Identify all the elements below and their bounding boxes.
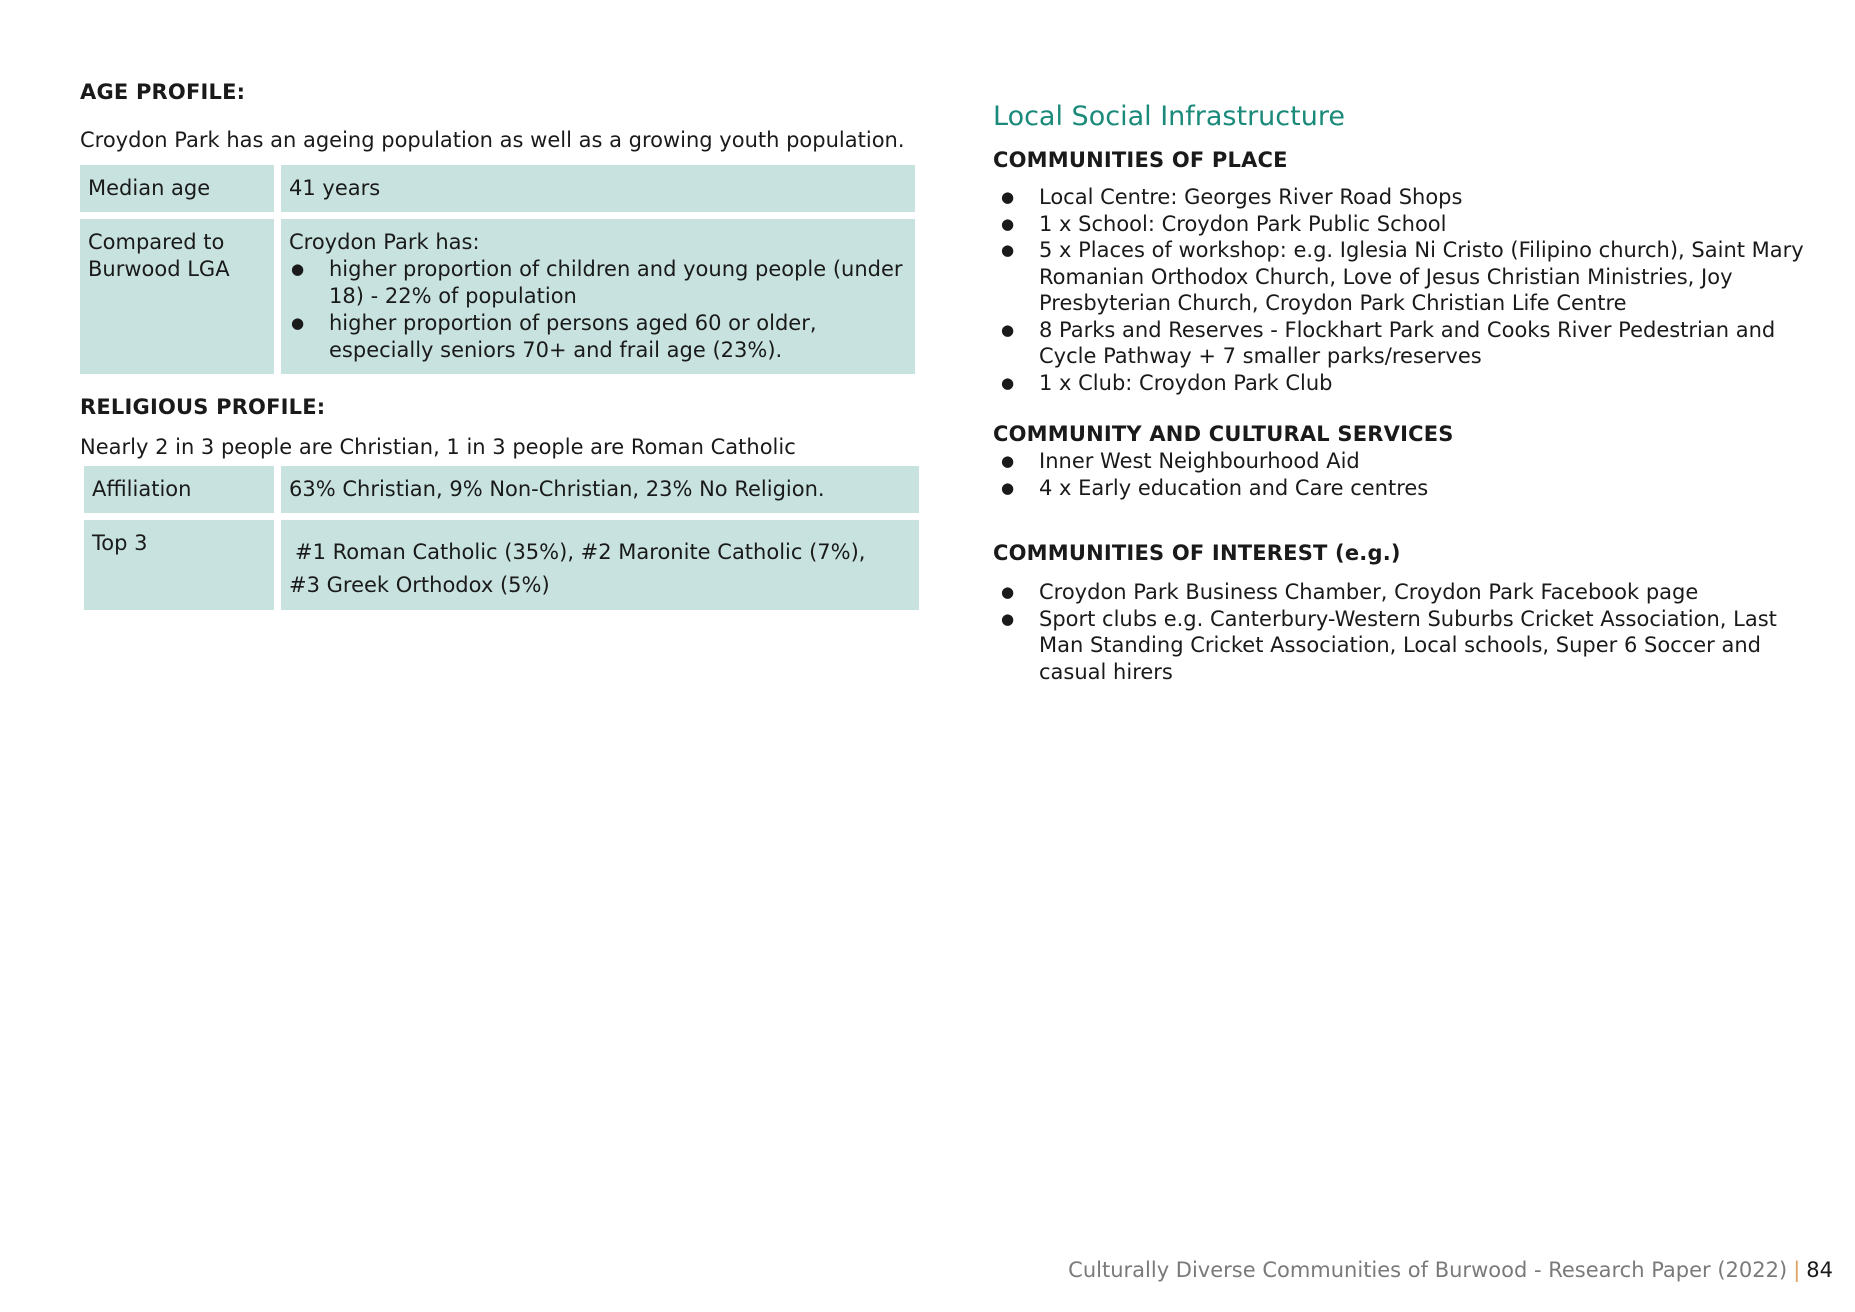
list-item: ● higher proportion of persons aged 60 or older, especially seniors 70+ and frail age (23%).	[289, 310, 907, 364]
table-row	[84, 520, 919, 610]
top3-label: Top 3	[84, 520, 274, 610]
table-row	[80, 219, 915, 374]
median-age-value: 41 years	[281, 165, 915, 212]
page-footer	[1068, 1258, 1833, 1282]
communities-of-place-list	[993, 184, 1823, 396]
top3-line-1: #1 Roman Catholic (35%), #2 Maronite Catholic (7%),	[295, 540, 866, 564]
section-title: Local Social Infrastructure	[993, 101, 1345, 132]
age-profile-heading: AGE PROFILE:	[80, 80, 246, 104]
religious-profile-table	[77, 459, 926, 617]
top3-line-2: #3 Greek Orthodox (5%)	[289, 573, 550, 597]
communities-of-place-heading: COMMUNITIES OF PLACE	[993, 148, 1288, 172]
footer-title: Culturally Diverse Communities of Burwood - Research Paper (2022)	[1068, 1258, 1788, 1282]
table-row	[84, 466, 919, 513]
list-item: ● Inner West Neighbourhood Aid	[993, 448, 1823, 475]
right-column	[993, 100, 1823, 685]
top3-value	[281, 520, 919, 610]
compared-label: Compared to Burwood LGA	[80, 219, 274, 374]
table-row	[80, 165, 915, 212]
left-column	[80, 78, 915, 617]
list-item: ● 8 Parks and Reserves - Flockhart Park and Cooks River Pedestrian and Cycle Pathway + 7 smaller parks/reserves	[993, 317, 1823, 370]
age-profile-table	[73, 158, 922, 381]
list-item: ● Croydon Park Business Chamber, Croydon Park Facebook page	[993, 579, 1823, 606]
communities-of-interest-list	[993, 579, 1823, 685]
community-cultural-services-heading: COMMUNITY AND CULTURAL SERVICES	[993, 422, 1454, 446]
affiliation-label: Affiliation	[84, 466, 274, 513]
page-number: 84	[1806, 1258, 1833, 1282]
list-item: ● 1 x Club: Croydon Park Club	[993, 370, 1823, 397]
footer-separator: |	[1793, 1258, 1801, 1282]
median-age-label: Median age	[80, 165, 274, 212]
list-item: ● 5 x Places of workshop: e.g. Iglesia Ni Cristo (Filipino church), Saint Mary Romanian Orthodox Church, Love of Jesus Christian Ministries, Joy Presbyterian Church, Croydon Park Christian Life Centre	[993, 237, 1823, 317]
religious-profile-heading: RELIGIOUS PROFILE:	[80, 395, 326, 419]
list-item: ● higher proportion of children and young people (under 18) - 22% of population	[289, 256, 907, 310]
community-cultural-services-list	[993, 448, 1823, 501]
compared-bullet-list	[289, 256, 907, 364]
list-item: ● 1 x School: Croydon Park Public School	[993, 211, 1823, 238]
compared-intro: Croydon Park has:	[289, 230, 480, 254]
compared-value	[281, 219, 915, 374]
list-item: ● Local Centre: Georges River Road Shops	[993, 184, 1823, 211]
communities-of-interest-heading: COMMUNITIES OF INTEREST (e.g.)	[993, 541, 1401, 565]
religious-profile-intro: Nearly 2 in 3 people are Christian, 1 in 3 people are Roman Catholic	[80, 435, 796, 459]
list-item: ● 4 x Early education and Care centres	[993, 475, 1823, 502]
affiliation-value: 63% Christian, 9% Non-Christian, 23% No Religion.	[281, 466, 919, 513]
list-item: ● Sport clubs e.g. Canterbury-Western Suburbs Cricket Association, Last Man Standing Cricket Association, Local schools, Super 6 Soccer and casual hirers	[993, 606, 1823, 686]
age-profile-intro: Croydon Park has an ageing population as well as a growing youth population.	[80, 128, 905, 152]
